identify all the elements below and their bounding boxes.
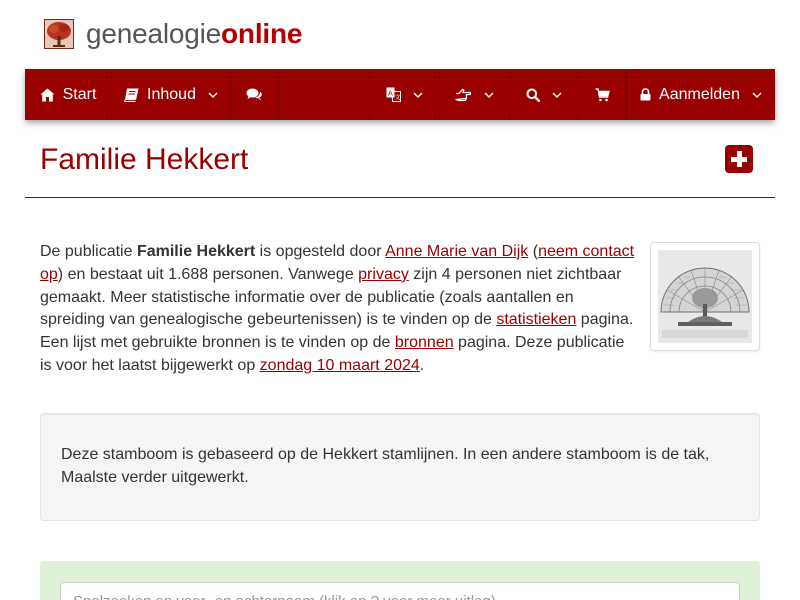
nav-chat[interactable] — [231, 69, 279, 120]
chevron-down-icon — [484, 92, 494, 98]
chevron-down-icon — [208, 92, 218, 98]
nav-start-label: Start — [62, 85, 97, 103]
statistics-link[interactable]: statistieken — [496, 311, 577, 329]
intro-text: pagina. Een lijst met gebruikte bronnen is te vinden op de — [40, 311, 634, 352]
nav-pointer[interactable] — [440, 69, 510, 120]
intro-text: ( — [532, 243, 539, 260]
publication-intro — [40, 241, 640, 378]
intro-text: is opgesteld door — [255, 243, 386, 260]
language-icon — [386, 87, 401, 102]
svg-text:文: 文 — [394, 94, 401, 102]
last-updated-link[interactable]: zondag 10 maart 2024 — [259, 356, 420, 374]
nav-inhoud-label: Inhoud — [147, 85, 196, 103]
chevron-down-icon — [552, 92, 562, 98]
intro-text: pagina. Deze publicatie is voor het laatst bijgewerkt op — [40, 334, 625, 374]
search-icon — [526, 88, 540, 102]
sources-link[interactable]: bronnen — [394, 334, 454, 352]
publication-thumbnail[interactable] — [650, 242, 760, 351]
lock-icon — [640, 88, 651, 101]
intro-text: De publicatie — [40, 243, 137, 260]
nav-cart[interactable] — [578, 69, 627, 120]
quick-search-input[interactable] — [60, 582, 740, 600]
chevron-down-icon — [413, 92, 423, 98]
family-tree-image — [658, 250, 752, 343]
site-logo[interactable] — [44, 16, 302, 52]
publication-note — [40, 413, 760, 521]
tree-logo-icon — [44, 19, 74, 49]
site-name-part1: genealogie — [86, 18, 222, 49]
chevron-down-icon — [752, 92, 762, 98]
intro-text: . — [419, 356, 425, 374]
nav-search[interactable] — [510, 69, 578, 120]
shopping-cart-icon — [595, 88, 610, 102]
note-text: Deze stamboom is gebaseerd op de Hekkert stamlijnen. In een andere stamboom is de tak, Maalste verder uitgewerkt. — [61, 446, 710, 486]
site-name — [86, 16, 302, 52]
book-icon — [124, 88, 139, 102]
main-navbar — [25, 69, 775, 120]
nav-aanmelden-label: Aanmelden — [659, 85, 740, 103]
site-name-part2: online — [221, 18, 303, 49]
intro-text: ) en bestaat uit 1.688 personen. Vanwege — [57, 265, 359, 283]
author-link[interactable]: Anne Marie van Dijk — [385, 243, 529, 260]
plus-square-icon[interactable] — [725, 145, 753, 173]
quick-search-panel — [40, 561, 760, 600]
title-divider — [25, 197, 775, 198]
intro-text: zijn 4 personen niet zichtbaar gemaakt. Meer statistische informatie over de publicatie (zoals aantallen en spreiding van genealogische gebeurtenissen) is te vinden op de — [40, 265, 622, 329]
nav-inhoud[interactable] — [112, 69, 231, 120]
hand-pointer-icon — [455, 88, 472, 102]
svg-text:A: A — [388, 89, 393, 98]
home-icon — [40, 88, 55, 102]
nav-start[interactable] — [25, 69, 112, 120]
nav-spacer — [279, 69, 370, 120]
comments-icon — [246, 88, 263, 102]
nav-language[interactable] — [370, 69, 440, 120]
page-title: Familie Hekkert — [40, 143, 249, 176]
nav-aanmelden[interactable] — [627, 69, 775, 120]
publication-name: Familie Hekkert — [136, 243, 256, 260]
privacy-link[interactable]: privacy — [358, 265, 409, 283]
contact-link[interactable]: neem contact op — [40, 243, 635, 283]
